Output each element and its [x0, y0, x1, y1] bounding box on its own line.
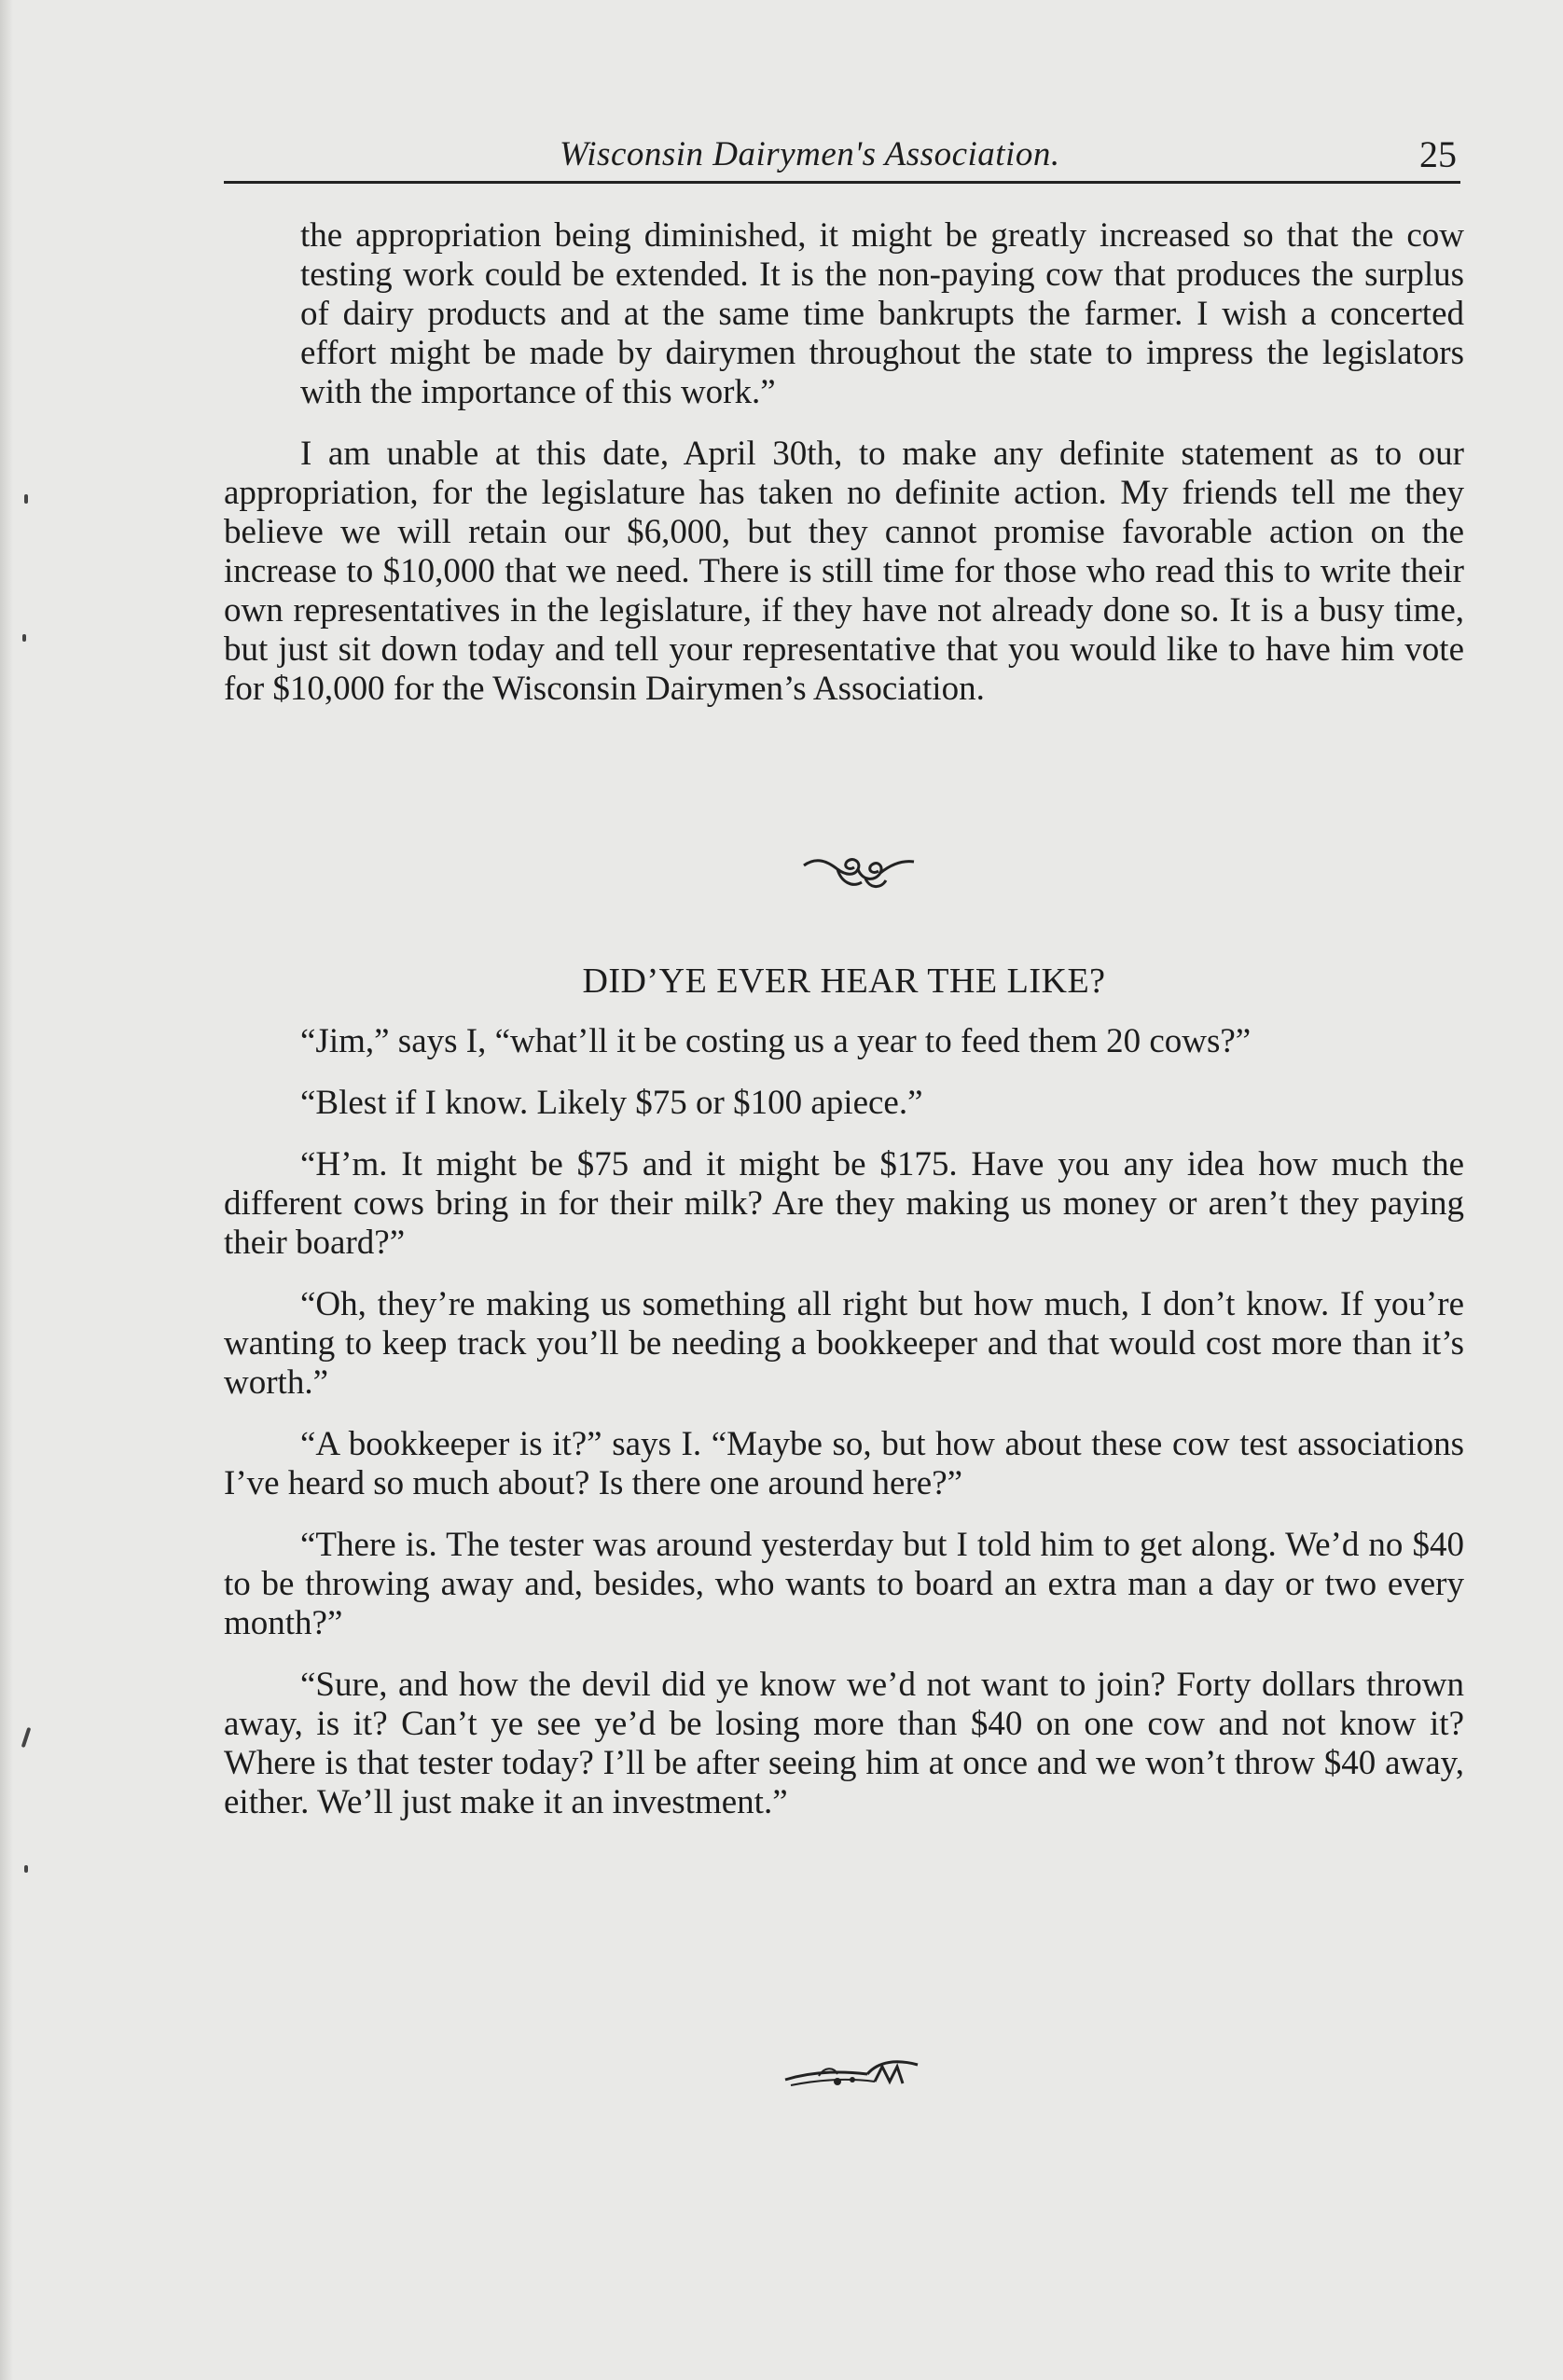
- paragraph: I am unable at this date, April 30th, to make any definite statement as to our appropriation, for the legislature has taken no definite action. My friends tell me they believe we will retain our $6,000, but they cannot promise favorable action on the increase to $10,000 that we need. There is still time for those who read this to write their own representatives in the legislature, if they have not already done so. It is a busy time, but just sit down today and tell your representative that you would like to have him vote for $10,000 for the Wisconsin Dairymen’s Association.: [224, 435, 1464, 708]
- dialogue-text-block: [224, 1022, 1464, 1845]
- margin-mark: [22, 634, 26, 642]
- page-number: 25: [1419, 133, 1457, 175]
- ornament-divider: [800, 841, 918, 897]
- page-edge: [0, 0, 13, 2380]
- top-text-block: [224, 216, 1464, 731]
- paragraph: “Jim,” says I, “what’ll it be costing us a year to feed them 20 cows?”: [300, 1022, 1252, 1060]
- section-heading: DID’YE EVER HEAR THE LIKE?: [582, 962, 1106, 1001]
- running-title: Wisconsin Dairymen's Association.: [560, 135, 1060, 173]
- paragraph: “H’m. It might be $75 and it might be $175. Have you any idea how much the different cows bring in for their milk? Are they making us money or aren’t they paying their board?”: [224, 1145, 1464, 1262]
- paragraph: “Sure, and how the devil did ye know we’d not want to join? Forty dollars thrown away, is it? Can’t ye see ye’d be losing more than $40 on one cow and not know it? Where is that tester today? I’ll be after seeing him at once and we won’t throw $40 away, either. We’ll just make it an investment.”: [224, 1666, 1464, 1821]
- paragraph: “There is. The tester was around yesterday but I told him to get along. We’d no $40 to be throwing away and, besides, who wants to board an extra man a day or two every month?”: [224, 1526, 1464, 1642]
- margin-mark: [21, 1727, 32, 1748]
- margin-mark: [24, 494, 28, 504]
- running-header: [224, 129, 1460, 184]
- margin-mark: [24, 1865, 28, 1873]
- paragraph: “Blest if I know. Likely $75 or $100 apiece.”: [300, 1084, 923, 1122]
- paragraph: the appropriation being diminished, it might be greatly increased so that the cow testing work could be extended. It is the non-paying cow that produces the surplus of dairy products and at the same time bankrupts the farmer. I wish a concerted effort might be made by dairymen throughout the state to impress the legislators with the importance of this work.”: [300, 216, 1464, 411]
- tailpiece-ornament: [782, 2054, 921, 2095]
- paragraph: “Oh, they’re making us something all right but how much, I don’t know. If you’re wanting to keep track you’ll be needing a bookkeeper and that would cost more than it’s worth.”: [224, 1285, 1464, 1402]
- paragraph: “A bookkeeper is it?” says I. “Maybe so, but how about these cow test associations I’ve heard so much about? Is there one around here?”: [224, 1425, 1464, 1502]
